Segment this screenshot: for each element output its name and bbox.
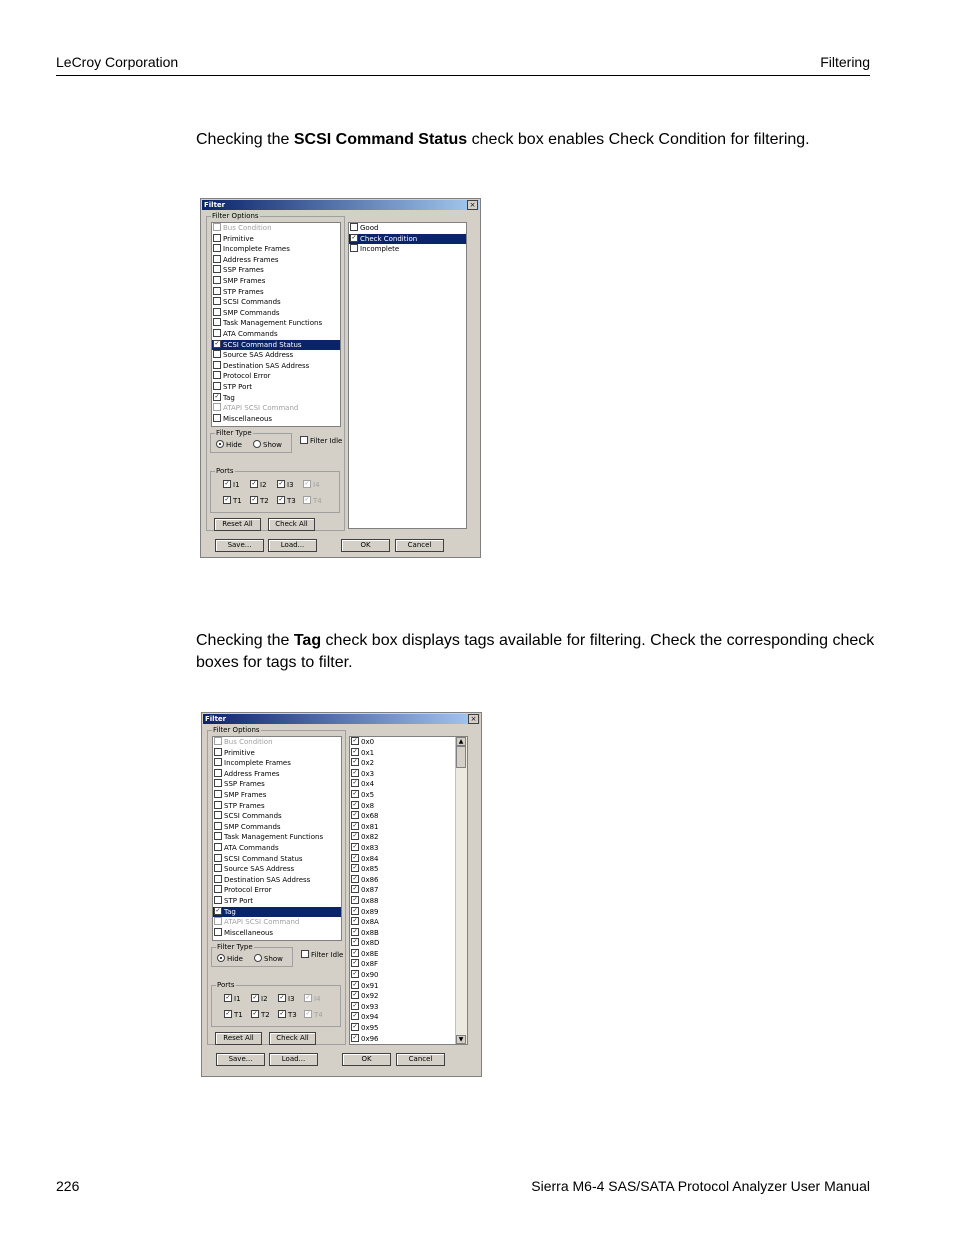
tag-label: 0x84 — [361, 854, 379, 863]
status-good[interactable]: Good — [349, 223, 466, 234]
option-destination-sas-address[interactable]: Destination SAS Address — [212, 361, 340, 372]
option-smp-commands[interactable]: SMP Commands — [213, 822, 341, 833]
option-source-sas-address[interactable]: Source SAS Address — [212, 350, 340, 361]
tag-item[interactable] — [350, 907, 455, 918]
checkbox[interactable] — [214, 801, 222, 809]
tag-label: 0x92 — [361, 992, 379, 1001]
checkbox[interactable] — [213, 361, 221, 369]
checkbox-checked[interactable]: ✓ — [352, 853, 358, 861]
footer-title: Sierra M6-4 SAS/SATA Protocol Analyzer User Manual — [531, 1178, 870, 1194]
filter-idle-checkbox[interactable]: Filter Idle — [301, 951, 343, 960]
tag-item[interactable] — [350, 779, 455, 790]
checkbox-checked[interactable]: ✓ — [214, 339, 220, 347]
checkbox-checked[interactable]: ✓ — [352, 980, 358, 988]
checkbox[interactable] — [214, 822, 222, 830]
option-address-frames[interactable]: Address Frames — [212, 255, 340, 266]
close-icon[interactable]: × — [468, 714, 479, 724]
tag-item[interactable] — [350, 917, 455, 928]
option-stp-port[interactable]: STP Port — [212, 382, 340, 393]
checkbox[interactable] — [214, 864, 222, 872]
port-i3[interactable]: ✓ I3 — [279, 994, 295, 1003]
header-right: Filtering — [820, 54, 870, 70]
port-t3[interactable]: ✓ T3 — [278, 496, 296, 505]
option-address-frames[interactable]: Address Frames — [213, 769, 341, 780]
tag-item[interactable] — [350, 854, 455, 865]
tag-item[interactable] — [350, 928, 455, 939]
checkbox-checked[interactable]: ✓ — [352, 1033, 358, 1041]
checkbox-checked[interactable]: ✓ — [352, 991, 358, 999]
checkbox-checked[interactable]: ✓ — [352, 1001, 358, 1009]
port-i2[interactable]: ✓ I2 — [252, 994, 268, 1003]
option-stp-frames[interactable]: STP Frames — [212, 287, 340, 298]
tag-item[interactable] — [350, 1012, 455, 1023]
port-i4: ✓ I4 — [305, 994, 321, 1003]
dialog-title-bar: Filter — [203, 714, 480, 724]
option-incomplete-frames[interactable]: Incomplete Frames — [213, 758, 341, 769]
option-scsi-command-status[interactable]: ✓ SCSI Command Status — [212, 340, 340, 351]
tag-label: 0x4 — [361, 780, 375, 789]
checkbox-checked[interactable]: ✓ — [215, 906, 221, 914]
tag-label: 0x90 — [361, 971, 379, 980]
tag-items — [350, 737, 455, 1044]
checkbox-checked[interactable]: ✓ — [352, 1023, 358, 1031]
tag-item[interactable] — [350, 864, 455, 875]
checkbox[interactable] — [213, 329, 221, 337]
option-scsi-commands[interactable]: SCSI Commands — [213, 811, 341, 822]
option-bus-condition[interactable]: Bus Condition — [212, 223, 340, 234]
checkbox[interactable] — [213, 382, 221, 390]
checkbox[interactable] — [214, 843, 222, 851]
option-smp-commands[interactable]: SMP Commands — [212, 308, 340, 319]
tag-list-scrollbar[interactable] — [455, 737, 467, 1044]
option-ssp-frames[interactable]: SSP Frames — [212, 265, 340, 276]
status-check-condition[interactable]: ✓ Check Condition — [349, 234, 466, 245]
tag-label: 0x94 — [361, 1013, 379, 1022]
scroll-down-arrow-icon[interactable]: ▼ — [456, 1035, 466, 1044]
checkbox[interactable] — [213, 414, 221, 422]
option-ata-commands[interactable]: ATA Commands — [212, 329, 340, 340]
checkbox[interactable] — [214, 748, 222, 756]
checkbox-checked[interactable]: ✓ — [352, 959, 358, 967]
checkbox[interactable] — [214, 854, 222, 862]
checkbox-checked[interactable]: ✓ — [352, 895, 358, 903]
tag-label: 0x8 — [361, 801, 375, 810]
checkbox-checked[interactable]: ✓ — [352, 758, 358, 766]
scroll-thumb[interactable] — [456, 746, 466, 768]
filter-dialog-scsi-status — [200, 198, 481, 558]
port-i1[interactable]: ✓ I1 — [225, 994, 241, 1003]
filter-idle-checkbox[interactable]: Filter Idle — [300, 437, 342, 446]
checkbox-checked[interactable]: ✓ — [352, 737, 358, 744]
tag-item[interactable] — [350, 737, 455, 748]
checkbox-checked[interactable]: ✓ — [352, 917, 358, 925]
tag-item[interactable] — [350, 938, 455, 949]
tag-label: 0x85 — [361, 865, 379, 874]
checkbox[interactable] — [214, 875, 222, 883]
reset-all-button[interactable]: Reset All — [215, 1032, 262, 1045]
port-i2[interactable]: ✓ I2 — [251, 480, 267, 489]
checkbox-checked[interactable]: ✓ — [352, 821, 358, 829]
tag-item[interactable] — [350, 769, 455, 780]
option-incomplete-frames[interactable]: Incomplete Frames — [212, 244, 340, 255]
checkbox-checked[interactable]: ✓ — [352, 970, 358, 978]
checkbox[interactable] — [213, 244, 221, 252]
checkbox[interactable] — [213, 287, 221, 295]
option-miscellaneous[interactable]: Miscellaneous — [213, 928, 341, 939]
filter-dialog-tag — [201, 712, 482, 1077]
checkbox-checked[interactable]: ✓ — [352, 779, 358, 787]
paragraph-scsi-command-status: Checking the SCSI Command Status check box enables Check Condition for filtering. — [196, 131, 810, 148]
tag-label: 0x81 — [361, 822, 379, 831]
load-button[interactable]: Load... — [268, 539, 317, 552]
option-tag[interactable]: ✓ Tag — [214, 392, 235, 402]
tag-label: 0x93 — [361, 1002, 379, 1011]
checkbox-checked[interactable]: ✓ — [352, 789, 358, 797]
port-t4: ✓ T4 — [305, 1010, 323, 1019]
cancel-button[interactable]: Cancel — [396, 1053, 445, 1066]
tag-item[interactable] — [350, 949, 455, 960]
tag-list[interactable] — [349, 736, 468, 1045]
checkbox[interactable] — [213, 234, 221, 242]
checkbox-checked[interactable]: ✓ — [352, 768, 358, 776]
filter-options-group: Filter Options — [206, 216, 345, 531]
checkbox[interactable] — [350, 223, 358, 231]
option-task-management-functions[interactable]: Task Management Functions — [213, 832, 341, 843]
tag-item[interactable] — [350, 748, 455, 759]
checkbox[interactable] — [214, 790, 222, 798]
checkbox[interactable] — [213, 318, 221, 326]
checkbox[interactable] — [214, 769, 222, 777]
cancel-button[interactable]: Cancel — [395, 539, 444, 552]
checkbox[interactable] — [214, 737, 222, 745]
port-t2[interactable]: ✓ T2 — [251, 496, 269, 505]
checkbox-checked[interactable]: ✓ — [352, 927, 358, 935]
tag-item[interactable] — [350, 885, 455, 896]
tag-item[interactable] — [350, 811, 455, 822]
ports-group: Ports — [210, 471, 340, 513]
status-incomplete[interactable]: Incomplete — [349, 244, 466, 255]
checkbox[interactable] — [213, 403, 221, 411]
option-scsi-commands[interactable]: SCSI Commands — [212, 297, 340, 308]
tag-label: 0x82 — [361, 833, 379, 842]
filter-options-list[interactable] — [212, 736, 342, 941]
reset-all-button[interactable]: Reset All — [214, 518, 261, 531]
load-button[interactable]: Load... — [269, 1053, 318, 1066]
option-ssp-frames[interactable]: SSP Frames — [213, 779, 341, 790]
checkbox-checked[interactable]: ✓ — [352, 832, 358, 840]
checkbox-checked[interactable]: ✓ — [214, 392, 220, 400]
port-i1[interactable]: ✓ I1 — [224, 480, 240, 489]
tag-item[interactable] — [350, 1034, 455, 1045]
tag-label: 0x8B — [361, 928, 379, 937]
ports-group: Ports — [211, 985, 341, 1027]
checkbox[interactable] — [214, 779, 222, 787]
filter-type-group: Filter Type — [210, 433, 292, 453]
checkbox-checked[interactable]: ✓ — [352, 1012, 358, 1020]
header-rule — [56, 75, 870, 76]
port-t2[interactable]: ✓ T2 — [252, 1010, 270, 1019]
tag-label: 0x2 — [361, 759, 375, 768]
tag-item[interactable] — [350, 1002, 455, 1013]
tag-label: 0x95 — [361, 1024, 379, 1033]
tag-label: 0x89 — [361, 907, 379, 916]
checkbox-checked[interactable]: ✓ — [352, 811, 358, 819]
option-atapi-scsi-command[interactable]: ATAPI SCSI Command — [213, 917, 341, 928]
checkbox[interactable] — [214, 811, 222, 819]
check-all-button[interactable]: Check All — [268, 518, 315, 531]
option-scsi-command-status[interactable]: SCSI Command Status — [213, 854, 341, 865]
status-list[interactable] — [348, 222, 467, 529]
checkbox[interactable] — [213, 265, 221, 273]
option-ata-commands[interactable]: ATA Commands — [213, 843, 341, 854]
option-destination-sas-address[interactable]: Destination SAS Address — [213, 875, 341, 886]
option-protocol-error[interactable]: Protocol Error — [213, 885, 341, 896]
checkbox[interactable] — [213, 350, 221, 358]
checkbox[interactable] — [214, 896, 222, 904]
filter-options-list[interactable] — [211, 222, 341, 427]
checkbox-checked[interactable]: ✓ — [352, 864, 358, 872]
footer-page-number: 226 — [56, 1178, 80, 1194]
port-t1[interactable]: ✓ T1 — [225, 1010, 243, 1019]
tag-item[interactable] — [350, 959, 455, 970]
checkbox[interactable] — [214, 758, 222, 766]
tag-label: 0x5 — [361, 790, 375, 799]
check-all-button[interactable]: Check All — [269, 1032, 316, 1045]
checkbox-checked[interactable]: ✓ — [351, 233, 357, 241]
checkbox[interactable] — [214, 928, 222, 936]
tag-label: 0x8D — [361, 939, 380, 948]
checkbox[interactable] — [214, 917, 222, 925]
checkbox[interactable] — [213, 297, 221, 305]
tag-item[interactable] — [350, 896, 455, 907]
port-i4: ✓ I4 — [304, 480, 320, 489]
tag-item[interactable] — [350, 991, 455, 1002]
tag-label: 0x86 — [361, 875, 379, 884]
checkbox[interactable] — [213, 308, 221, 316]
option-stp-port[interactable]: STP Port — [213, 896, 341, 907]
option-bus-condition[interactable]: Bus Condition — [213, 737, 341, 748]
hide-radio[interactable]: Hide — [217, 955, 243, 964]
option-smp-frames[interactable]: SMP Frames — [212, 276, 340, 287]
option-smp-frames[interactable]: SMP Frames — [213, 790, 341, 801]
filter-options-group: Filter Options — [207, 730, 346, 1045]
checkbox-checked[interactable]: ✓ — [352, 800, 358, 808]
show-radio[interactable]: Show — [253, 441, 282, 450]
tag-item[interactable] — [350, 970, 455, 981]
option-tag[interactable]: ✓ Tag — [213, 907, 341, 918]
port-t3[interactable]: ✓ T3 — [279, 1010, 297, 1019]
tag-item[interactable] — [350, 822, 455, 833]
header-left: LeCroy Corporation — [56, 54, 179, 70]
tag-label: 0x1 — [361, 748, 375, 757]
close-icon[interactable]: × — [467, 200, 478, 210]
tag-item[interactable] — [350, 843, 455, 854]
dialog-title-bar: Filter — [202, 200, 479, 210]
checkbox[interactable] — [213, 223, 221, 231]
checkbox-checked[interactable]: ✓ — [352, 938, 358, 946]
option-primitive[interactable]: Primitive — [212, 234, 340, 245]
tag-label: 0x83 — [361, 843, 379, 852]
tag-label: 0x88 — [361, 896, 379, 905]
scroll-up-arrow-icon[interactable]: ▲ — [456, 737, 466, 746]
tag-item[interactable] — [350, 875, 455, 886]
option-miscellaneous[interactable]: Miscellaneous — [212, 414, 340, 425]
checkbox-checked[interactable]: ✓ — [352, 906, 358, 914]
checkbox[interactable] — [214, 832, 222, 840]
checkbox-checked[interactable]: ✓ — [352, 747, 358, 755]
tag-item[interactable] — [350, 832, 455, 843]
tag-item[interactable] — [350, 1023, 455, 1034]
option-atapi-scsi-command[interactable]: ATAPI SCSI Command — [212, 403, 340, 414]
checkbox-checked[interactable]: ✓ — [352, 885, 358, 893]
tag-label: 0x3 — [361, 769, 375, 778]
checkbox[interactable] — [213, 276, 221, 284]
checkbox-checked[interactable]: ✓ — [352, 874, 358, 882]
port-t1[interactable]: ✓ T1 — [224, 496, 242, 505]
tag-label: 0x68 — [361, 812, 379, 821]
checkbox[interactable] — [350, 244, 358, 252]
port-i3[interactable]: ✓ I3 — [278, 480, 294, 489]
tag-label: 0x0 — [361, 738, 375, 746]
ok-button[interactable]: OK — [342, 1053, 391, 1066]
checkbox[interactable] — [213, 371, 221, 379]
tag-label: 0x91 — [361, 981, 379, 990]
paragraph-tag: Checking the Tag check box displays tags available for filtering. Check the corresponding check boxes for tags to filter. — [196, 632, 875, 671]
tag-label: 0x8E — [361, 949, 379, 958]
option-task-management-functions[interactable]: Task Management Functions — [212, 318, 340, 329]
tag-label: 0x96 — [361, 1034, 379, 1043]
tag-item[interactable] — [350, 758, 455, 769]
tag-label: 0x8A — [361, 918, 379, 927]
tag-item[interactable] — [350, 801, 455, 812]
tag-label: 0x8F — [361, 960, 379, 969]
ok-button[interactable]: OK — [341, 539, 390, 552]
checkbox-checked[interactable]: ✓ — [352, 842, 358, 850]
save-button[interactable]: Save... — [216, 1053, 265, 1066]
hide-radio[interactable]: Hide — [216, 441, 242, 450]
option-stp-frames[interactable]: STP Frames — [213, 801, 341, 812]
option-primitive[interactable]: Primitive — [213, 748, 341, 759]
filter-type-group: Filter Type — [211, 947, 293, 967]
tag-item[interactable] — [350, 790, 455, 801]
port-t4: ✓ T4 — [304, 496, 322, 505]
show-radio[interactable]: Show — [254, 955, 283, 964]
option-source-sas-address[interactable]: Source SAS Address — [213, 864, 341, 875]
option-protocol-error[interactable]: Protocol Error — [212, 371, 340, 382]
checkbox-checked[interactable]: ✓ — [352, 948, 358, 956]
checkbox[interactable] — [214, 885, 222, 893]
save-button[interactable]: Save... — [215, 539, 264, 552]
tag-item[interactable] — [350, 981, 455, 992]
checkbox[interactable] — [213, 255, 221, 263]
tag-label: 0x87 — [361, 886, 379, 895]
